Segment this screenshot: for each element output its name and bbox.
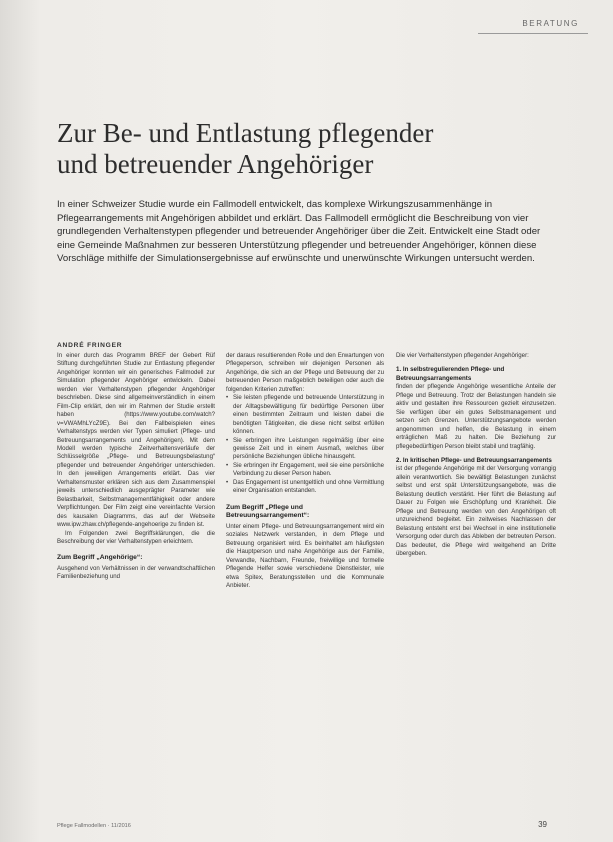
bullet-icon: • — [226, 461, 229, 469]
body-paragraph: Im Folgenden zwei Begriffsklärungen, die die Beschreibung der vier Verhaltenstypen erleichtern. — [57, 529, 215, 545]
list-item-text: Sie erbringen ihre Leistungen regelmäßig über eine gewisse Zeit und in einem Ausmaß, welches über persönliche Beziehungen übliche hinausgeht. — [233, 436, 384, 461]
footer-source: Pflege Fallmodellen · 11/2016 — [57, 823, 131, 829]
body-column-3 — [396, 352, 556, 558]
body-paragraph: der daraus resultierenden Rolle und den Erwartungen von Pflegeperson, schreiben wir diejenigen Personen als Angehörige, die sich an der Pflege und Betreuung der zu betreuenden Person maßgeblich beteiligen oder auch die folgenden Kriterien zutreffen: — [226, 352, 384, 393]
body-paragraph: Die vier Verhaltenstypen pflegender Angehöriger: — [396, 352, 529, 359]
list-item-text: Das Engagement ist unentgeltlich und ohne Vermittlung einer Organisation entstanden. — [233, 478, 384, 495]
lead-paragraph: In einer Schweizer Studie wurde ein Fallmodell entwickelt, das komplexe Wirkungszusammenhänge in Pflegearrangements mit Angehörigen abbildet und erklärt. Das Fallmodell ermöglicht die Beschreibung von vier grundlegenden Verhaltenstypen pflegender und betreuender Angehöriger über die Zeit. Entwickelt eine Stadt oder eine Gemeinde Maßnahmen zur besseren Unterstützung pflegender und betreuender Angehöriger, können diese Vorschläge mithilfe der Simulationsergebnisse auf erwünschte und unerwünschte Wirkungen untersucht werden. — [57, 199, 541, 265]
bullet-icon: • — [226, 478, 229, 486]
article-title — [57, 118, 577, 180]
list-item-text: Sie leisten pflegende und betreuende Unterstützung in der Alltagsbewältigung für bedürftige Personen über einen bestimmten Zeitraum und leisten dabei die benötigten Tätigkeiten, die diese nicht selbst erfüllen können. — [233, 394, 384, 436]
body-column-1 — [57, 352, 215, 582]
header-rule — [478, 33, 588, 34]
title-line-2: und betreuender Angehöriger — [57, 149, 374, 179]
criteria-list — [226, 394, 384, 495]
type-heading-1: 1. In selbstregulierenden Pflege- und Betreuungsarrangements — [396, 366, 505, 382]
section-label: BERATUNG — [522, 19, 579, 28]
body-paragraph: finden der pflegende Angehörige wesentliche Anteile der Pflege und Betreuung. Trotz der Belastungen handeln sie aktiv und gestalten ihre Ressourcen gezielt einzusetzen. Sie verfügen über ein gutes Selbstmanagement und setzen sich Grenzen. Unterstützungsangebote werden angenommen und helfen, die Belastung in einem erträglichen Maß zu halten. Die Beziehung zur pflegebedürftigen Person bleibt stabil und tragfähig. — [396, 383, 556, 450]
subheading-arrangement: Zum Begriff „Pflege und Betreuungsarrangement“: — [226, 503, 310, 520]
bullet-icon: • — [226, 436, 229, 444]
list-item-text: Sie erbringen ihr Engagement, weil sie eine persönliche Verbindung zu dieser Person haben. — [233, 461, 384, 478]
body-paragraph: Ausgehend von Verhältnissen in der verwandtschaftlichen Familienbeziehung und — [57, 565, 215, 581]
body-paragraph: In einer durch das Programm BREF der Gebert Rüf Stiftung durchgeführten Studie zur Entlastung pflegender Angehöriger konnten wir ein generisches Fallmodell zur Simulation pflegender Angehöriger entwickeln. Dabei werden vier Verhaltenstypen pflegender Angehöriger beschrieben. Diese sind allgemeinverständlich in einem Film-Clip erklärt, den wir im Rahmen der Studie erstellt haben (https://www.youtube.com/watch?v=VWAMhLYcZ9E). Bei den Fallbeispielen eines Verhaltenstyps werden vier Typen simuliert (Pflege- und Betreuungsarrangements und Angehörigen). Mit dem Modell werden typische Zeitverhaltensverläufe der Schlüsselgröße „Pflege- und Betreuungsbelastung“ pflegender und betreuender Angehöriger unterschieden. In den jeweiligen Arrangements erklärt. Das vier Verhaltensmuster erklären sich aus dem Zusammenspiel jeweils unterschiedlich ausgeprägter Parameter wie Belastbarkeit, Selbstmanagementfähigkeit oder andere Verpflichtungen. Der Film zeigt eine vereinfachte Version des kausalen Diagramms, das auf der Webseite www.ipw.zhaw.ch/pflegende-angehoerige zu finden ist. — [57, 352, 215, 529]
body-paragraph: Unter einem Pflege- und Betreuungsarrangement wird ein soziales Netzwerk verstanden, in dem Pflege und Betreuung organisiert wird. Es beinhaltet am häufigsten die Hauptperson und nahe Angehörige aus der Familie, Verwandte, Nachbarn, Freunde, freiwillige und formelle Pflegende Helfer sowie verschiedene Dienstleister, wie etwa Spitex, Beratungsstellen und die Kommunale Anbieter. — [226, 522, 384, 590]
body-paragraph: ist der pflegende Angehörige mit der Versorgung vorrangig allein verantwortlich. Sie bewältigt Belastungen zunächst selbst und erst spät Unterstützungsangebote, was die Belastung deutlich verstärkt. Hier führt die Belastung auf Dauer zu Folgen wie Erschöpfung und Krankheit. Die Pflege und Betreuung werden von den Angehörigen oft unzureichend begleitet. Ein zeitweises Nachlassen der Belastung entsteht erst bei Wechsel in eine institutionelle Versorgung oder durch das Ableben der betreuten Person. Das bedeutet, die Pflege wird weitgehend an Dritte übergeben. — [396, 465, 556, 557]
list-item — [226, 462, 384, 479]
type-heading-2: 2. In kritischen Pflege- und Betreuungsarrangements — [396, 456, 552, 464]
subheading-angehoerige: Zum Begriff „Angehörige“: — [57, 554, 143, 562]
list-item — [226, 437, 384, 462]
author-name: ANDRÉ FRINGER — [57, 342, 123, 349]
title-line-1: Zur Be- und Entlastung pflegender — [57, 118, 434, 148]
body-column-2 — [226, 352, 384, 591]
page-number: 39 — [538, 820, 547, 829]
list-item — [226, 394, 384, 436]
bullet-icon: • — [226, 394, 229, 402]
list-item — [226, 479, 384, 496]
